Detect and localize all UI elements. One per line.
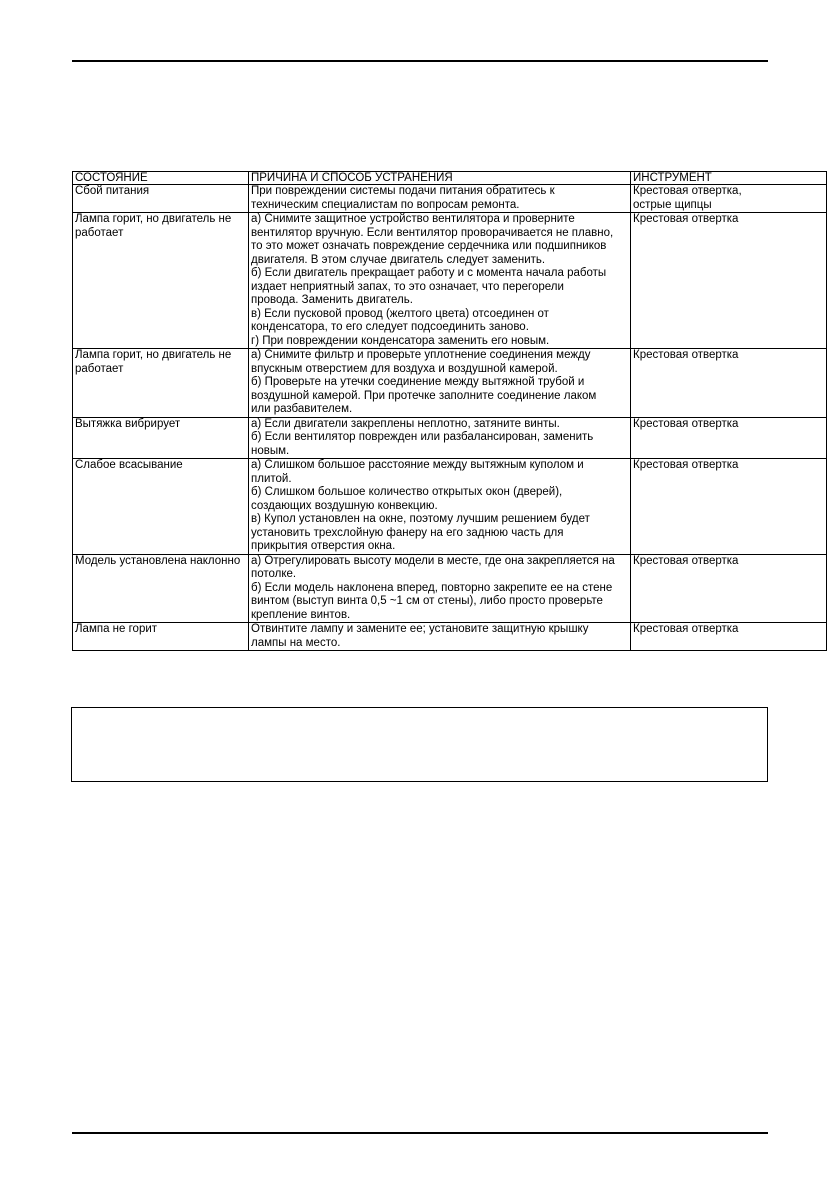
tool-text: Крестовая отвертка, (633, 185, 742, 197)
cause-text: б) Слишком большое количество открытых окон (дверей), (251, 486, 563, 498)
tool-text: Крестовая отвертка (633, 349, 739, 361)
cause-text: то это может означать повреждение сердечника или подшипников (251, 240, 607, 252)
column-header-cause: ПРИЧИНА И СПОСОБ УСТРАНЕНИЯ (249, 172, 631, 185)
cause-cell (249, 349, 631, 418)
tool-text: острые щипцы (633, 198, 712, 211)
tool-cell (631, 623, 827, 651)
empty-note-box (71, 707, 768, 782)
tool-text: Крестовая отвертка (633, 554, 739, 567)
state-text: Лампа не горит (75, 623, 158, 635)
cause-text: При повреждении системы подачи питания обратитесь к (251, 185, 555, 197)
tool-text: Крестовая отвертка (633, 213, 739, 225)
cause-text: создающих воздушную конвекцию. (251, 499, 438, 512)
cause-text: провода. Заменить двигатель. (251, 294, 413, 306)
cause-cell (249, 554, 631, 623)
cause-text: в) Если пусковой провод (желтого цвета) отсоединен от (251, 307, 549, 320)
state-cell (73, 185, 249, 213)
cause-text: винтом (выступ винта 0,5 ~1 см от стены), либо просто проверьте (251, 595, 603, 607)
cause-text: вентилятор вручную. Если вентилятор проворачивается не плавно, (251, 226, 614, 239)
cause-text: установить трехслойную фанеру на его заднюю часть для (251, 526, 564, 539)
cause-text: потолке. (251, 568, 297, 580)
cause-text: а) Отрегулировать высоту модели в месте, где она закрепляется на (251, 554, 615, 567)
cause-text: Отвинтите лампу и замените ее; установите защитную крышку (251, 623, 589, 635)
tool-cell (631, 417, 827, 459)
cause-text: б) Если вентилятор поврежден или разбалансирован, заменить (251, 431, 594, 443)
cause-text: б) Если двигатель прекращает работу и с момента начала работы (251, 267, 607, 279)
tool-cell (631, 554, 827, 623)
cause-text: конденсатора, то его следует подсоединить заново. (251, 321, 529, 333)
cause-text: или разбавителем. (251, 403, 353, 415)
tool-cell (631, 185, 827, 213)
state-text: Слабое всасывание (75, 459, 183, 471)
state-text: Вытяжка вибрирует (75, 417, 181, 430)
cause-text: а) Снимите защитное устройство вентилятора и проверните (251, 213, 575, 225)
cause-text: а) Если двигатели закреплены неплотно, затяните винты. (251, 417, 560, 430)
state-text: Лампа горит, но двигатель не (75, 213, 232, 225)
column-header-state: СОСТОЯНИЕ (73, 172, 249, 185)
tool-text: Крестовая отвертка (633, 623, 739, 635)
table-row (73, 623, 827, 651)
cause-text: б) Проверьте на утечки соединение между вытяжной трубой и (251, 376, 585, 388)
state-cell (73, 349, 249, 418)
footer-rule (72, 1132, 768, 1134)
tool-text: Крестовая отвертка (633, 459, 739, 471)
state-text: работает (75, 362, 124, 375)
table-row (73, 185, 827, 213)
cause-text: плитой. (251, 472, 292, 485)
table-row (73, 554, 827, 623)
state-text: Сбой питания (75, 185, 150, 197)
table-row (73, 459, 827, 555)
tool-cell (631, 213, 827, 349)
cause-text: впускным отверстием для воздуха и воздушной камерой. (251, 362, 558, 375)
cause-cell (249, 185, 631, 213)
cause-text: двигателя. В этом случае двигатель следует заменить. (251, 253, 546, 266)
cause-text: прикрытия отверстия окна. (251, 540, 396, 552)
cause-text: б) Если модель наклонена вперед, повторно закрепите ее на стене (251, 581, 613, 594)
cause-text: крепление винтов. (251, 608, 351, 621)
state-cell (73, 554, 249, 623)
tool-cell (631, 349, 827, 418)
table-row (73, 213, 827, 349)
column-header-tool: ИНСТРУМЕНТ (631, 172, 827, 185)
state-text: работает (75, 226, 124, 239)
table-header-row (73, 172, 827, 185)
cause-text: а) Слишком большое расстояние между вытяжным куполом и (251, 459, 584, 471)
state-text: Лампа горит, но двигатель не (75, 349, 232, 361)
troubleshooting-table (72, 171, 827, 651)
cause-cell (249, 417, 631, 459)
cause-text: г) При повреждении конденсатора заменить его новым. (251, 334, 550, 347)
header-rule (72, 60, 768, 62)
state-cell (73, 459, 249, 555)
cause-text: воздушной камерой. При протечке заполните соединение лаком (251, 389, 597, 402)
state-cell (73, 213, 249, 349)
cause-text: новым. (251, 444, 290, 457)
cause-text: лампы на место. (251, 636, 341, 649)
table-row (73, 349, 827, 418)
cause-text: техническим специалистам по вопросам ремонта. (251, 198, 520, 211)
tool-text: Крестовая отвертка (633, 417, 739, 430)
table-row (73, 417, 827, 459)
cause-text: в) Купол установлен на окне, поэтому лучшим решением будет (251, 513, 590, 525)
state-cell (73, 417, 249, 459)
cause-cell (249, 459, 631, 555)
cause-text: а) Снимите фильтр и проверьте уплотнение соединения между (251, 349, 591, 361)
tool-cell (631, 459, 827, 555)
cause-cell (249, 213, 631, 349)
cause-cell (249, 623, 631, 651)
state-text: Модель установлена наклонно (75, 554, 241, 567)
state-cell (73, 623, 249, 651)
cause-text: издает неприятный запах, то это означает, что перегорели (251, 280, 564, 293)
